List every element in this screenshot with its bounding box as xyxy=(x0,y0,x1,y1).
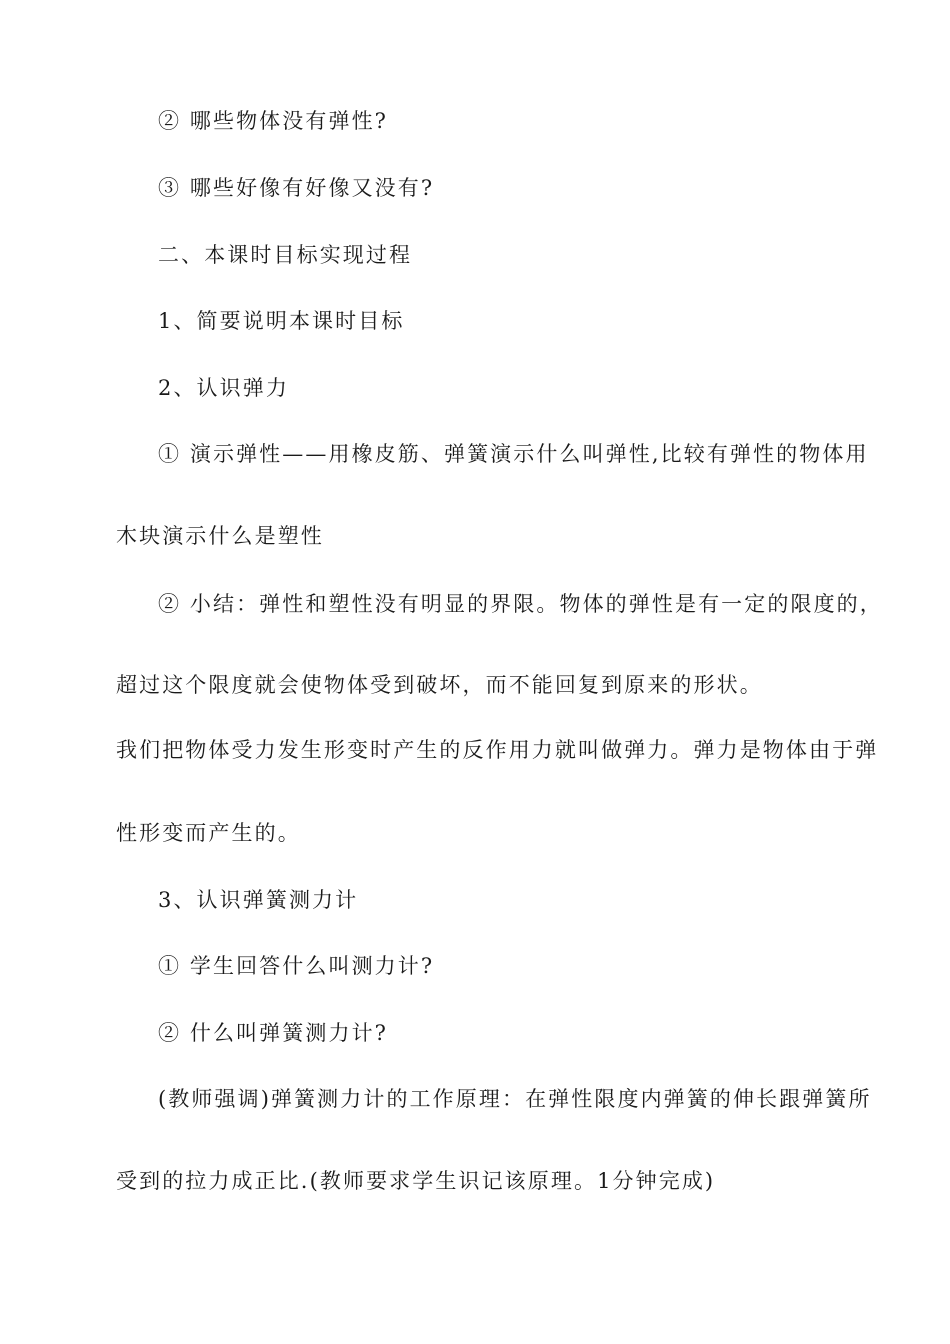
question-ambiguous: ③ 哪些好像有好像又没有? xyxy=(158,176,435,200)
summary-line-1: ② 小结：弹性和塑性没有明显的界限。物体的弹性是有一定的限度的， xyxy=(158,592,883,616)
summary-line-2: 超过这个限度就会使物体受到破坏，而不能回复到原来的形状。 xyxy=(116,673,763,697)
principle-line-2: 受到的拉力成正比.(教师要求学生识记该原理。1分钟完成) xyxy=(116,1169,716,1193)
demo-elasticity-line-1: ① 演示弹性——用橡皮筋、弹簧演示什么叫弹性,比较有弹性的物体用 xyxy=(158,442,869,466)
question-spring-scale: ② 什么叫弹簧测力计? xyxy=(158,1021,389,1045)
section-heading-process: 二、本课时目标实现过程 xyxy=(158,243,413,267)
step-3-spring-scale: 3、认识弹簧测力计 xyxy=(158,888,359,912)
definition-line-1: 我们把物体受力发生形变时产生的反作用力就叫做弹力。弹力是物体由于弹 xyxy=(116,738,879,762)
question-no-elasticity: ② 哪些物体没有弹性? xyxy=(158,109,389,133)
demo-elasticity-line-2: 木块演示什么是塑性 xyxy=(116,524,324,548)
principle-line-1: (教师强调)弹簧测力计的工作原理：在弹性限度内弹簧的伸长跟弹簧所 xyxy=(158,1087,872,1111)
step-2-elastic-force: 2、认识弹力 xyxy=(158,376,289,400)
definition-line-2: 性形变而产生的。 xyxy=(116,821,301,845)
question-force-meter: ① 学生回答什么叫测力计? xyxy=(158,954,435,978)
step-1-goals: 1、简要说明本课时目标 xyxy=(158,309,405,333)
